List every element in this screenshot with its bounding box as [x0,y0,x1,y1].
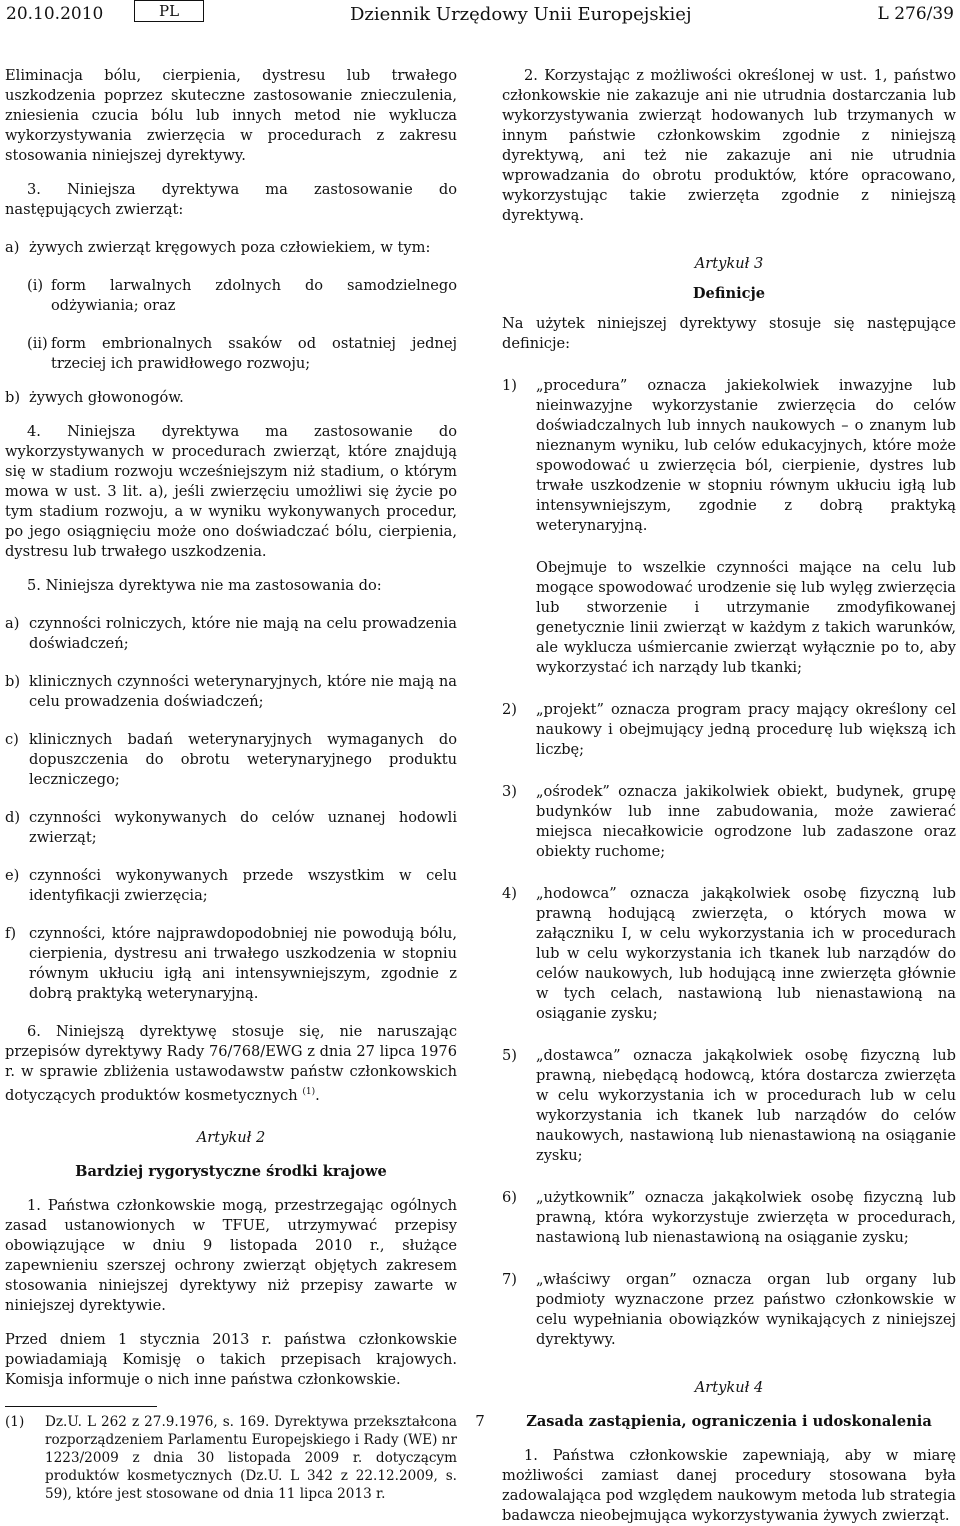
list-item-text: „użytkownik” oznacza jakąkolwiek osobę fizyczną lub prawną, która wykorzystuje zwierzęta w procedurach, nastawioną lub nienastawioną na osiąganie zysku; [536,1189,956,1246]
paragraph-5: 5. Niniejsza dyrektywa nie ma zastosowania do: [27,577,382,594]
list-item-label: 1) [502,377,517,394]
list-item [502,884,956,1024]
list-item [5,672,457,712]
paragraph-5-list [5,614,457,1004]
article-2-paragraph-2b: 2. Korzystając z możliwości określonej w ust. 1, państwo członkowskie nie zakazuje ani nie utrudnia dostarczania lub wykorzystywania zwierząt hodowanych lub trzymanych w innym państwie członkowskim zgodnie z niniejszą dyrektywą, ani też nie zakazuje ani nie utrudnia wprowadzania do obrotu produktów, które opracowano, wykorzystując takie zwierzęta zgodnie z niniejszą dyrektywą. [502,67,956,224]
right-column [502,66,956,1526]
definitions-list [502,376,956,1350]
article-3-title: Definicje [692,285,766,302]
list-item-text: „ośrodek” oznacza jakikolwiek obiekt, budynek, grupę budynków lub inne zabudowania, może zawierać miejsca niecałkowicie ogrodzone lub zadaszone oraz obiekty ruchome; [536,783,956,860]
article-2-title: Bardziej rygorystyczne środki krajowe [75,1162,387,1180]
footnote-label: (1) [5,1413,25,1430]
journal-title: Dziennik Urzędowy Unii Europejskiej [350,4,692,25]
list-item [502,558,956,678]
article-3-label: Artykuł 3 [694,255,764,272]
paragraph-4: 4. Niniejsza dyrektywa ma zastosowanie do wykorzystywanych w procedurach zwierząt, które znajdują się w stadium rozwoju wcześniejszym niż stadium, o którym mowa w ust. 3 lit. a), jeśli zwierzęciu umożliwi się życie po tym stadium rozwoju, a w wyniku wykonywanych procedur, po jego osiągnięciu może ono doświadczać bólu, cierpienia, dystresu lub trwałego uszkodzenia. [5,423,457,560]
list-item [502,782,956,862]
list-item-label: 3) [502,783,517,800]
footnote-divider [5,1406,157,1407]
article-2-paragraph-1: 1. Państwa członkowskie mogą, przestrzegając ogólnych zasad ustanowionych w TFUE, utrzymywać przepisy obowiązujące w dniu 9 listopada 2010 r., służące zapewnieniu szerszej ochrony zwierząt objętych zakresem stosowania niniejszej dyrektywy niż przepisy zawarte w niniejszej dyrektywie. [5,1196,457,1314]
list-item-text: czynności wykonywanych do celów uznanej hodowli zwierząt; [29,809,457,846]
journal-reference: L 276/39 [877,4,954,24]
list-item-text: czynności wykonywanych przede wszystkim w celu identyfikacji zwierzęcia; [29,867,457,904]
list-item-3a: a) żywych zwierząt kręgowych poza człowiekiem, w tym: [5,239,431,256]
list-item-label: d) [5,809,21,826]
list-item [502,1270,956,1350]
page-header [0,0,960,40]
intro-paragraph: Eliminacja bólu, cierpienia, dystresu lub trwałego uszkodzenia poprzez skuteczne zastosowanie znieczulenia, zniesienia czucia bólu lub innych metod nie wyklucza wykorzystywania zwierzęcia w procedurach z zakresu stosowania niniejszej dyrektywy. [5,67,457,164]
header-date: 20.10.2010 [6,4,104,24]
list-item-label: a) [5,615,20,632]
list-item-text: klinicznych czynności weterynaryjnych, które nie mają na celu prowadzenia doświadczeń; [29,673,457,710]
footnote-ref: (1) [302,1087,316,1097]
list-item [5,614,457,654]
list-item-label: 4) [502,885,517,902]
list-item-text: klinicznych badań weterynaryjnych wymaganych do dopuszczenia do obrotu weterynaryjnego produktu leczniczego; [29,731,457,788]
left-column [5,66,457,1503]
footnote-text: Dz.U. L 262 z 27.9.1976, s. 169. Dyrektywa przekształcona rozporządzeniem Parlamentu Europejskiego i Rady (WE) nr 1223/2009 z dnia 30 listopada 2009 r. dotyczącym produktów kosmetycznych (Dz.U. L 342 z 22.12.2009, s. 59), które jest stosowane od dnia 11 lipca 2013 r. [45,1413,457,1502]
list-item [502,1188,956,1248]
language-badge: PL [134,0,204,22]
article-3-intro: Na użytek niniejszej dyrektywy stosuje się następujące definicje: [502,315,956,352]
list-item-text: Obejmuje to wszelkie czynności mające na celu lub mogące spowodować urodzenie się lub wylęg zwierzęcia lub stworzenie i utrzymanie zmodyfikowanej genetycznie linii zwierząt w każdym z takich warunków, ale wyklucza uśmiercanie zwierząt wyłącznie po to, aby wykorzystać ich narządy lub tkanki; [536,559,956,676]
article-4-title: Zasada zastąpienia, ograniczenia i udoskonalenia [526,1413,932,1430]
list-item-text: „dostawca” oznacza jakąkolwiek osobę fizyczną lub prawną, niebędącą hodowcą, która dostarcza zwierzęta w celu wykorzystania ich w procedurach lub w celu wykorzystania ich tkanek lub narządów do celów naukowych, nastawioną lub nienastawioną na osiąganie zysku; [536,1047,956,1164]
list-item [5,924,457,1004]
list-item-3b: b) żywych głowonogów. [5,389,184,406]
list-item [5,730,457,790]
list-item-3a-ii: (ii) form embrionalnych ssaków od ostatniej jednej trzeciej ich prawidłowego rozwoju; [27,335,457,372]
list-item-label: e) [5,867,20,884]
list-item-label: 2) [502,701,517,718]
list-item-text: „projekt” oznacza program pracy mający określony cel naukowy i obejmujący jedną procedurę lub większą ich liczbę; [536,701,956,758]
list-item [502,376,956,536]
list-item-label: c) [5,731,19,748]
article-2-label: Artykuł 2 [196,1128,266,1146]
article-4-paragraph-1: 1. Państwa członkowskie zapewniają, aby w miarę możliwości zamiast danej procedury stosowana była zadowalająca pod względem naukowym metoda lub strategia badawcza nieobejmująca wykorzystywania żywych zwierząt. [502,1447,956,1524]
paragraph-3: 3. Niniejsza dyrektywa ma zastosowanie do następujących zwierząt: [5,181,457,218]
list-item-text: „procedura” oznacza jakiekolwiek inwazyjne lub nieinwazyjne wykorzystanie zwierzęcia do celów doświadczalnych lub innych naukowych – o znanym lub nieznanym wyniku, lub celów edukacyjnych, które może spowodować u zwierzęcia ból, cierpienie, dystres lub trwałe uszkodzenie w stopniu równym ukłuciu igłą lub intensywniejszym, zgodnie z dobrą praktyką weterynaryjną. [536,377,956,534]
article-2-paragraph-2: Przed dniem 1 stycznia 2013 r. państwa członkowskie powiadamiają Komisję o takich przepisach krajowych. Komisja informuje o nich inne państwa członkowskie. [5,1330,457,1388]
list-item [502,1046,956,1166]
list-item-text: „hodowca” oznacza jakąkolwiek osobę fizyczną lub prawną hodującą zwierzęta, o których mowa w załączniku I, w celu wykorzystania ich w procedurach lub w celu wykorzystania ich tkanek lub narządów do celów naukowych, lub hodującą inne zwierzęta głównie w tych celach, nastawioną lub nienastawioną na osiąganie zysku; [536,885,956,1022]
paragraph-6: 6. Niniejszą dyrektywę stosuje się, nie naruszając przepisów dyrektywy Rady 76/768/EWG z dnia 27 lipca 1976 r. w sprawie zbliżenia ustawodawstw państw członkowskich dotyczących produktów kosmetycznych $^{(1)}$. [5,1023,457,1104]
list-item-label: f) [5,925,17,942]
list-item-label: 6) [502,1189,517,1206]
list-item-label: 5) [502,1047,517,1064]
list-item-label: b) [5,673,21,690]
page-number: 7 [475,1412,485,1430]
list-item-text: czynności, które najprawdopodobniej nie powodują bólu, cierpienia, dystresu ani trwałego uszkodzenia w stopniu równym ukłuciu igłą ani intensywniejszym, zgodnie z dobrą praktyką weterynaryjną. [29,925,457,1002]
list-item-text: czynności rolniczych, które nie mają na celu prowadzenia doświadczeń; [29,615,457,652]
list-item-3a-i: (i) form larwalnych zdolnych do samodzielnego odżywiania; oraz [27,277,457,314]
list-item-label: 7) [502,1271,517,1288]
list-item [5,866,457,906]
article-4-label: Artykuł 4 [694,1379,764,1396]
list-item-text: „właściwy organ” oznacza organ lub organy lub podmioty wyznaczone przez państwo członkowskie w celu wypełniania obowiązków wynikających z niniejszej dyrektywy. [536,1271,956,1348]
list-item [5,808,457,848]
list-item [502,700,956,760]
list-item-label [502,558,536,678]
